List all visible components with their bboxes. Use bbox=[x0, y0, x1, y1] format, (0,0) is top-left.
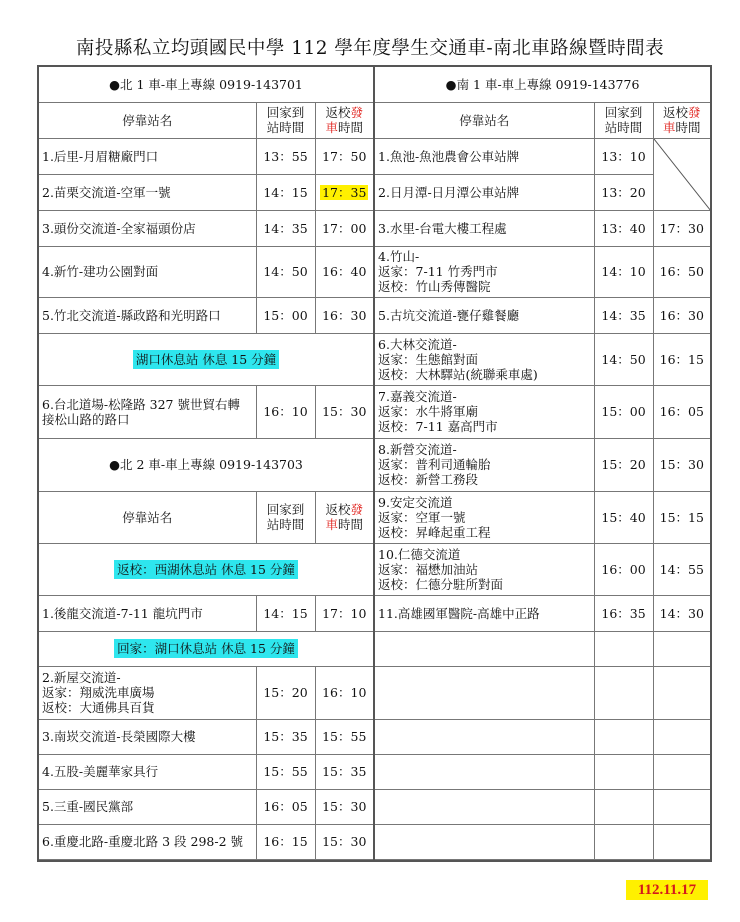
table-row: 3.水里-台電大樓工程處 13：40 17：30 bbox=[375, 210, 710, 246]
stop-name-header: 停靠站名 bbox=[39, 102, 256, 138]
table-row: 8.新營交流道- 返家：普利司通輪胎 返校：新營工務段 15：20 15：30 bbox=[375, 438, 710, 491]
table-row: 4.竹山- 返家：7-11 竹秀門市 返校：竹山秀傳醫院 14：10 16：50 bbox=[375, 246, 710, 297]
north1-header: ●北 1 車-車上專線 0919-143701 bbox=[39, 67, 373, 102]
table-row: 2.苗栗交流道-空軍一號 14：15 17：35 bbox=[39, 174, 373, 210]
home-time-header: 回家到 站時間 bbox=[594, 102, 653, 138]
empty-row bbox=[375, 754, 710, 789]
rest-stop-banner: 回家：湖口休息站 休息 15 分鐘 bbox=[39, 631, 373, 666]
table-row: 3.頭份交流道-全家福頭份店 14：35 17：00 bbox=[39, 210, 373, 246]
empty-row bbox=[375, 666, 710, 719]
table-row: 2.新屋交流道- 返家：翔威洗車廣場 返校：大通佛具百貨 15：20 16：10 bbox=[39, 666, 373, 719]
revision-date: 112.11.17 bbox=[626, 880, 708, 900]
school-time-header: 返校發 車時間 bbox=[653, 102, 710, 138]
home-time-header: 回家到 站時間 bbox=[256, 491, 315, 543]
north-routes bbox=[38, 66, 374, 861]
empty-row bbox=[375, 789, 710, 824]
table-row: 3.南崁交流道-長榮國際大樓 15：35 15：55 bbox=[39, 719, 373, 754]
no-service-diagonal bbox=[653, 138, 710, 210]
table-row: 10.仁德交流道 返家：福懋加油站 返校：仁德分駐所對面 16：00 14：55 bbox=[375, 543, 710, 595]
table-row: 4.五股-美麗華家具行 15：55 15：35 bbox=[39, 754, 373, 789]
empty-row bbox=[375, 631, 710, 666]
table-row: 1.魚池-魚池農會公車站牌 13：10 bbox=[375, 138, 710, 174]
table-row: 9.安定交流道 返家：空軍一號 返校：昇峰起重工程 15：40 15：15 bbox=[375, 491, 710, 543]
table-row: 6.台北道場-松隆路 327 號世貿右轉 接松山路的路口 16：10 15：30 bbox=[39, 385, 373, 438]
rest-stop-banner: 返校：西湖休息站 休息 15 分鐘 bbox=[39, 543, 373, 595]
stop-name-header: 停靠站名 bbox=[39, 491, 256, 543]
table-row: 2.日月潭-日月潭公車站牌 13：20 bbox=[375, 174, 710, 210]
north2-header: ●北 2 車-車上專線 0919-143703 bbox=[39, 438, 373, 491]
empty-row bbox=[375, 824, 710, 859]
south1-header: ●南 1 車-車上專線 0919-143776 bbox=[375, 67, 710, 102]
table-row: 5.三重-國民黨部 16：05 15：30 bbox=[39, 789, 373, 824]
home-time-header: 回家到 站時間 bbox=[256, 102, 315, 138]
diagonal-line-icon bbox=[654, 139, 711, 211]
table-row: 6.大林交流道- 返家：生態館對面 返校：大林驛站(統聯乘車處) 14：50 16：15 bbox=[375, 333, 710, 385]
table-row: 1.后里-月眉糖廠門口 13：55 17：50 bbox=[39, 138, 373, 174]
page-title: 南投縣私立均頭國民中學 112 學年度學生交通車-南北車路線暨時間表 bbox=[75, 38, 665, 59]
table-row: 11.高雄國軍醫院-高雄中正路 16：35 14：30 bbox=[375, 595, 710, 631]
stop-name-header: 停靠站名 bbox=[375, 102, 594, 138]
table-row: 7.嘉義交流道- 返家：水牛將軍廟 返校：7-11 嘉高門市 15：00 16：05 bbox=[375, 385, 710, 438]
south-routes bbox=[374, 66, 711, 861]
table-row: 5.古坑交流道-甕仔雞餐廳 14：35 16：30 bbox=[375, 297, 710, 333]
highlighted-time: 17：35 bbox=[322, 184, 367, 200]
rest-stop-banner: 湖口休息站 休息 15 分鐘 bbox=[39, 333, 373, 385]
school-time-header: 返校發 車時間 bbox=[315, 102, 373, 138]
table-row: 1.後龍交流道-7-11 龍坑門市 14：15 17：10 bbox=[39, 595, 373, 631]
schedule-table bbox=[37, 65, 712, 862]
school-time-header: 返校發 車時間 bbox=[315, 491, 373, 543]
table-row: 4.新竹-建功公園對面 14：50 16：40 bbox=[39, 246, 373, 297]
empty-row bbox=[375, 719, 710, 754]
table-row: 5.竹北交流道-縣政路和光明路口 15：00 16：30 bbox=[39, 297, 373, 333]
table-row: 6.重慶北路-重慶北路 3 段 298-2 號 16：15 15：30 bbox=[39, 824, 373, 859]
